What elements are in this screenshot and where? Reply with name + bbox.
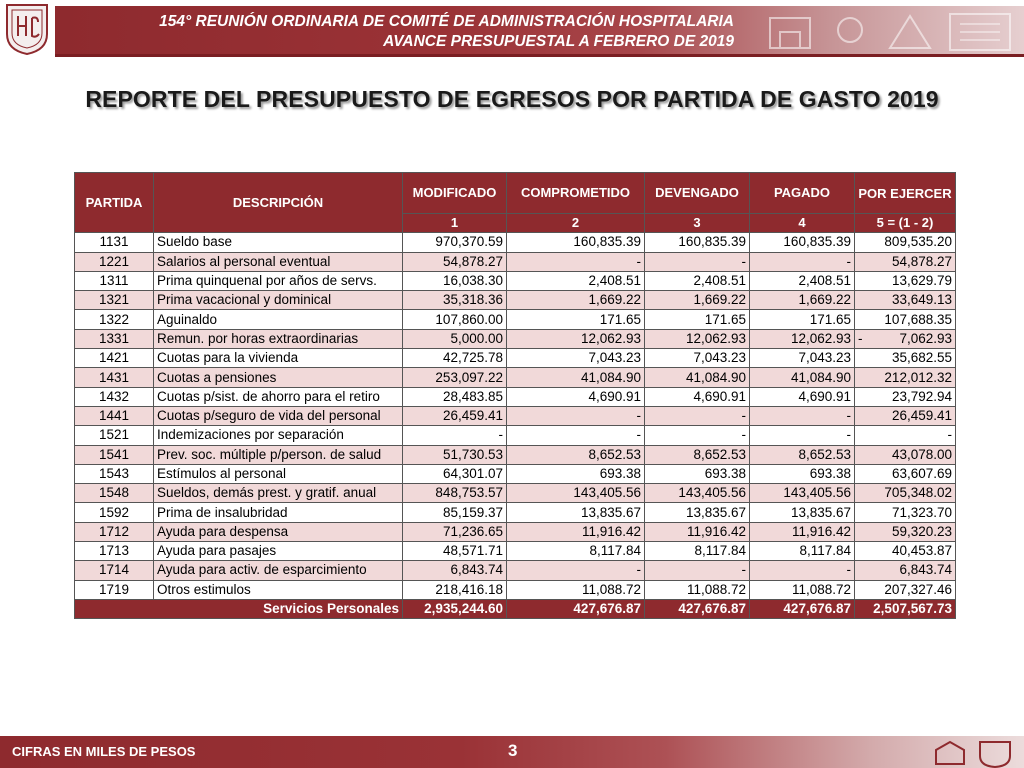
cell-descripcion: Salarios al personal eventual xyxy=(154,252,403,271)
cell-comprometido: 1,669.22 xyxy=(507,291,645,310)
cell-pagado: - xyxy=(750,406,855,425)
cell-comprometido: 8,117.84 xyxy=(507,542,645,561)
cell-descripcion: Ayuda para activ. de esparcimiento xyxy=(154,561,403,580)
cell-modificado: 848,753.57 xyxy=(403,484,507,503)
cell-modificado: 218,416.18 xyxy=(403,580,507,599)
table-row xyxy=(75,426,956,445)
cell-pagado: 41,084.90 xyxy=(750,368,855,387)
header-text xyxy=(159,12,734,52)
total-por-ejercer: 2,507,567.73 xyxy=(855,599,956,618)
table-row xyxy=(75,580,956,599)
cell-devengado: 693.38 xyxy=(645,464,750,483)
col-index-5: 5 = (1 - 2) xyxy=(855,214,956,233)
table-row xyxy=(75,329,956,348)
cell-pagado: - xyxy=(750,561,855,580)
table-row xyxy=(75,445,956,464)
cell-devengado: - xyxy=(645,426,750,445)
total-comprometido: 427,676.87 xyxy=(507,599,645,618)
cell-pagado: 12,062.93 xyxy=(750,329,855,348)
cell-partida: 1548 xyxy=(75,484,154,503)
cell-descripcion: Estímulos al personal xyxy=(154,464,403,483)
cell-comprometido: 4,690.91 xyxy=(507,387,645,406)
cell-comprometido: 13,835.67 xyxy=(507,503,645,522)
cell-comprometido: 8,652.53 xyxy=(507,445,645,464)
table-row xyxy=(75,503,956,522)
footer-note: CIFRAS EN MILES DE PESOS xyxy=(12,744,196,759)
cell-por-ejercer: 71,323.70 xyxy=(855,503,956,522)
cell-devengado: - xyxy=(645,561,750,580)
cell-pagado: 8,117.84 xyxy=(750,542,855,561)
cell-descripcion: Cuotas para la vivienda xyxy=(154,349,403,368)
cell-pagado: 8,652.53 xyxy=(750,445,855,464)
cell-por-ejercer: 33,649.13 xyxy=(855,291,956,310)
cell-partida: 1714 xyxy=(75,561,154,580)
cell-por-ejercer: 43,078.00 xyxy=(855,445,956,464)
cell-modificado: 16,038.30 xyxy=(403,271,507,290)
cell-modificado: 51,730.53 xyxy=(403,445,507,464)
table-row xyxy=(75,387,956,406)
cell-devengado: 8,652.53 xyxy=(645,445,750,464)
cell-comprometido: - xyxy=(507,426,645,445)
cell-devengado: 8,117.84 xyxy=(645,542,750,561)
cell-pagado: 143,405.56 xyxy=(750,484,855,503)
cell-devengado: 11,088.72 xyxy=(645,580,750,599)
cell-descripcion: Ayuda para pasajes xyxy=(154,542,403,561)
negative-sign: - xyxy=(858,330,863,346)
header-divider xyxy=(55,54,1024,57)
cell-descripcion: Prima vacacional y dominical xyxy=(154,291,403,310)
cell-partida: 1311 xyxy=(75,271,154,290)
cell-comprometido: 41,084.90 xyxy=(507,368,645,387)
page-number: 3 xyxy=(508,741,518,760)
cell-descripcion: Remun. por horas extraordinarias xyxy=(154,329,403,348)
table-row xyxy=(75,522,956,541)
cell-modificado: 42,725.78 xyxy=(403,349,507,368)
cell-descripcion: Prima quinquenal por años de servs. xyxy=(154,271,403,290)
cell-pagado: 7,043.23 xyxy=(750,349,855,368)
cell-por-ejercer: 705,348.02 xyxy=(855,484,956,503)
cell-por-ejercer: 6,843.74 xyxy=(855,561,956,580)
cell-pagado: 693.38 xyxy=(750,464,855,483)
cell-modificado: 5,000.00 xyxy=(403,329,507,348)
cell-partida: 1321 xyxy=(75,291,154,310)
cell-partida: 1592 xyxy=(75,503,154,522)
table-body xyxy=(75,233,956,600)
col-index-1: 1 xyxy=(403,214,507,233)
cell-por-ejercer: 809,535.20 xyxy=(855,233,956,252)
cell-partida: 1421 xyxy=(75,349,154,368)
cell-descripcion: Aguinaldo xyxy=(154,310,403,329)
cell-por-ejercer: 26,459.41 xyxy=(855,406,956,425)
col-header-pagado: PAGADO xyxy=(750,173,855,214)
cell-descripcion: Sueldo base xyxy=(154,233,403,252)
total-pagado: 427,676.87 xyxy=(750,599,855,618)
cell-por-ejercer: 13,629.79 xyxy=(855,271,956,290)
cell-descripcion: Indemizaciones por separación xyxy=(154,426,403,445)
cell-pagado: 11,916.42 xyxy=(750,522,855,541)
table-row xyxy=(75,233,956,252)
table-row xyxy=(75,464,956,483)
cell-descripcion: Cuotas p/sist. de ahorro para el retiro xyxy=(154,387,403,406)
col-header-por-ejercer: POR EJERCER xyxy=(855,173,956,214)
cell-devengado: 160,835.39 xyxy=(645,233,750,252)
cell-descripcion: Sueldos, demás prest. y gratif. anual xyxy=(154,484,403,503)
cell-partida: 1441 xyxy=(75,406,154,425)
cell-modificado: 28,483.85 xyxy=(403,387,507,406)
cell-pagado: 171.65 xyxy=(750,310,855,329)
cell-pagado: 13,835.67 xyxy=(750,503,855,522)
table-row xyxy=(75,271,956,290)
cell-devengado: 41,084.90 xyxy=(645,368,750,387)
cell-partida: 1432 xyxy=(75,387,154,406)
table-row xyxy=(75,484,956,503)
total-row xyxy=(75,599,956,618)
cell-descripcion: Ayuda para despensa xyxy=(154,522,403,541)
cell-devengado: - xyxy=(645,406,750,425)
cell-devengado: 12,062.93 xyxy=(645,329,750,348)
cell-modificado: 253,097.22 xyxy=(403,368,507,387)
cell-partida: 1431 xyxy=(75,368,154,387)
cell-modificado: 71,236.65 xyxy=(403,522,507,541)
col-header-devengado: DEVENGADO xyxy=(645,173,750,214)
cell-por-ejercer: 54,878.27 xyxy=(855,252,956,271)
table-row xyxy=(75,291,956,310)
cell-devengado: 13,835.67 xyxy=(645,503,750,522)
cell-por-ejercer: - xyxy=(855,426,956,445)
cell-modificado: 48,571.71 xyxy=(403,542,507,561)
col-index-3: 3 xyxy=(645,214,750,233)
cell-por-ejercer: 107,688.35 xyxy=(855,310,956,329)
page-title: REPORTE DEL PRESUPUESTO DE EGRESOS POR PARTIDA DE GASTO 2019 xyxy=(85,86,939,112)
cell-por-ejercer: 63,607.69 xyxy=(855,464,956,483)
hospital-collage-icon xyxy=(760,6,1024,54)
col-index-4: 4 xyxy=(750,214,855,233)
cell-pagado: 4,690.91 xyxy=(750,387,855,406)
cell-comprometido: - xyxy=(507,406,645,425)
cell-partida: 1541 xyxy=(75,445,154,464)
cell-partida: 1131 xyxy=(75,233,154,252)
cell-partida: 1543 xyxy=(75,464,154,483)
cell-devengado: 7,043.23 xyxy=(645,349,750,368)
cell-devengado: 171.65 xyxy=(645,310,750,329)
cell-partida: 1331 xyxy=(75,329,154,348)
cell-descripcion: Otros estimulos xyxy=(154,580,403,599)
cell-value: 7,062.93 xyxy=(899,330,952,346)
cell-descripcion: Prima de insalubridad xyxy=(154,503,403,522)
cell-pagado: - xyxy=(750,426,855,445)
university-seal-icon xyxy=(4,2,50,56)
cell-descripcion: Cuotas a pensiones xyxy=(154,368,403,387)
cell-comprometido: 12,062.93 xyxy=(507,329,645,348)
cell-por-ejercer: 212,012.32 xyxy=(855,368,956,387)
budget-table xyxy=(74,172,956,619)
cell-por-ejercer: 207,327.46 xyxy=(855,580,956,599)
cell-devengado: 1,669.22 xyxy=(645,291,750,310)
cell-modificado: - xyxy=(403,426,507,445)
table-row xyxy=(75,368,956,387)
cell-partida: 1712 xyxy=(75,522,154,541)
cell-partida: 1322 xyxy=(75,310,154,329)
table-row xyxy=(75,310,956,329)
col-header-partida: PARTIDA xyxy=(75,173,154,233)
col-header-modificado: MODIFICADO xyxy=(403,173,507,214)
cell-descripcion: Cuotas p/seguro de vida del personal xyxy=(154,406,403,425)
header-line-2: AVANCE PRESUPUESTAL A FEBRERO DE 2019 xyxy=(383,33,734,50)
cell-por-ejercer xyxy=(855,329,956,348)
col-header-descripcion: DESCRIPCIÓN xyxy=(154,173,403,233)
cell-comprometido: 160,835.39 xyxy=(507,233,645,252)
cell-devengado: 143,405.56 xyxy=(645,484,750,503)
total-devengado: 427,676.87 xyxy=(645,599,750,618)
cell-por-ejercer: 59,320.23 xyxy=(855,522,956,541)
cell-partida: 1713 xyxy=(75,542,154,561)
cell-pagado: 11,088.72 xyxy=(750,580,855,599)
cell-comprometido: 11,088.72 xyxy=(507,580,645,599)
cell-pagado: - xyxy=(750,252,855,271)
cell-comprometido: 693.38 xyxy=(507,464,645,483)
table-row xyxy=(75,252,956,271)
cell-modificado: 64,301.07 xyxy=(403,464,507,483)
cell-pagado: 2,408.51 xyxy=(750,271,855,290)
cell-modificado: 54,878.27 xyxy=(403,252,507,271)
cell-descripcion: Prev. soc. múltiple p/person. de salud xyxy=(154,445,403,464)
cell-modificado: 85,159.37 xyxy=(403,503,507,522)
cell-comprometido: 7,043.23 xyxy=(507,349,645,368)
cell-comprometido: 171.65 xyxy=(507,310,645,329)
cell-modificado: 970,370.59 xyxy=(403,233,507,252)
cell-partida: 1521 xyxy=(75,426,154,445)
total-modificado: 2,935,244.60 xyxy=(403,599,507,618)
table-row xyxy=(75,406,956,425)
col-header-comprometido: COMPROMETIDO xyxy=(507,173,645,214)
cell-pagado: 160,835.39 xyxy=(750,233,855,252)
cell-comprometido: 2,408.51 xyxy=(507,271,645,290)
table-row xyxy=(75,542,956,561)
cell-por-ejercer: 23,792.94 xyxy=(855,387,956,406)
cell-devengado: 2,408.51 xyxy=(645,271,750,290)
cell-devengado: 4,690.91 xyxy=(645,387,750,406)
table-row xyxy=(75,561,956,580)
col-index-2: 2 xyxy=(507,214,645,233)
cell-partida: 1719 xyxy=(75,580,154,599)
cell-comprometido: - xyxy=(507,252,645,271)
cell-partida: 1221 xyxy=(75,252,154,271)
cell-devengado: 11,916.42 xyxy=(645,522,750,541)
cell-modificado: 6,843.74 xyxy=(403,561,507,580)
slide-header xyxy=(0,0,1024,62)
cell-modificado: 26,459.41 xyxy=(403,406,507,425)
cell-devengado: - xyxy=(645,252,750,271)
header-line-1: 154° REUNIÓN ORDINARIA DE COMITÉ DE ADMINISTRACIÓN HOSPITALARIA xyxy=(159,13,734,30)
cell-modificado: 35,318.36 xyxy=(403,291,507,310)
cell-comprometido: 11,916.42 xyxy=(507,522,645,541)
table-row xyxy=(75,349,956,368)
footer-logos-icon xyxy=(930,738,1024,768)
cell-comprometido: 143,405.56 xyxy=(507,484,645,503)
cell-modificado: 107,860.00 xyxy=(403,310,507,329)
cell-por-ejercer: 35,682.55 xyxy=(855,349,956,368)
total-label: Servicios Personales xyxy=(75,599,403,618)
cell-comprometido: - xyxy=(507,561,645,580)
cell-pagado: 1,669.22 xyxy=(750,291,855,310)
cell-por-ejercer: 40,453.87 xyxy=(855,542,956,561)
